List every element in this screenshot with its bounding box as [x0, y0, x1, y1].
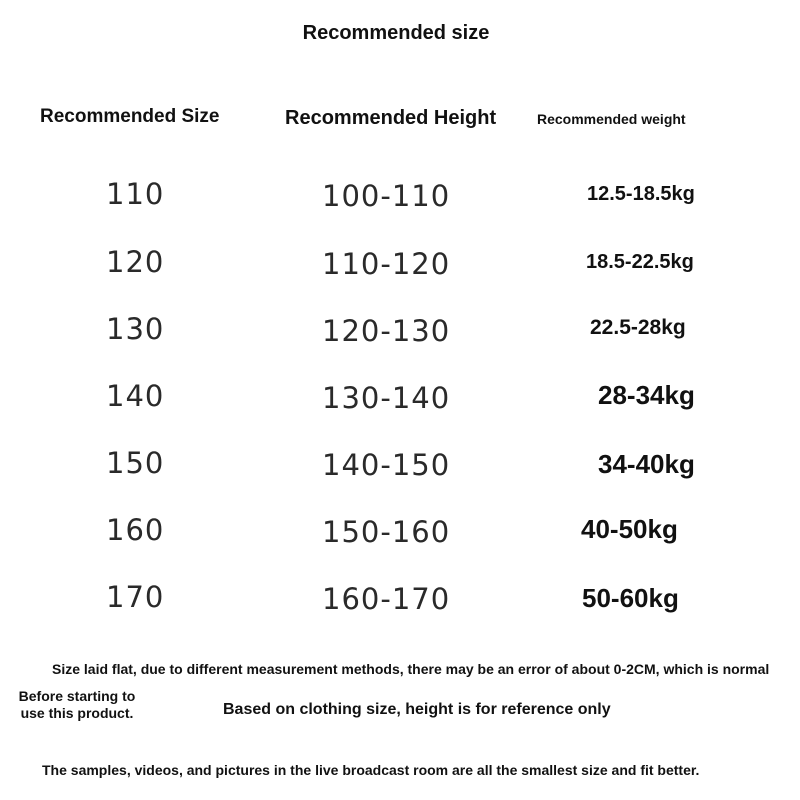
live-room-note: The samples, videos, and pictures in the live broadcast room are all the smallest size and fit better. [42, 762, 700, 778]
weight-value: 40-50kg [581, 514, 678, 544]
height-value: 130-140 [322, 381, 451, 415]
column-header-size: Recommended Size [40, 106, 220, 127]
height-value: 120-130 [322, 314, 451, 348]
size-value: 160 [106, 513, 165, 547]
height-value: 160-170 [322, 582, 451, 616]
height-value: 150-160 [322, 515, 451, 549]
weight-value: 28-34kg [598, 380, 695, 410]
size-value: 120 [106, 245, 165, 279]
measurement-note: Size laid flat, due to different measurement methods, there may be an error of about 0-2CM, which is normal [52, 661, 770, 677]
table-row [0, 312, 800, 352]
table-row [0, 446, 800, 486]
size-value: 110 [106, 177, 165, 211]
table-row [0, 379, 800, 419]
height-value: 110-120 [322, 247, 451, 281]
table-row [0, 513, 800, 553]
weight-value: 18.5-22.5kg [586, 251, 694, 273]
table-row [0, 177, 800, 217]
weight-value: 22.5-28kg [590, 316, 686, 339]
reference-note: Based on clothing size, height is for reference only [223, 701, 611, 718]
column-header-height: Recommended Height [285, 107, 497, 129]
before-use-note: Before starting to use this product. [18, 688, 136, 721]
table-row [0, 245, 800, 285]
weight-value: 50-60kg [582, 583, 679, 613]
table-row [0, 580, 800, 620]
size-value: 130 [106, 312, 165, 346]
page-title: Recommended size [302, 22, 490, 44]
size-value: 170 [106, 580, 165, 614]
weight-value: 12.5-18.5kg [587, 183, 695, 205]
size-value: 150 [106, 446, 165, 480]
height-value: 140-150 [322, 448, 451, 482]
weight-value: 34-40kg [598, 449, 695, 479]
column-header-weight: Recommended weight [537, 111, 686, 127]
height-value: 100-110 [322, 179, 451, 213]
size-value: 140 [106, 379, 165, 413]
